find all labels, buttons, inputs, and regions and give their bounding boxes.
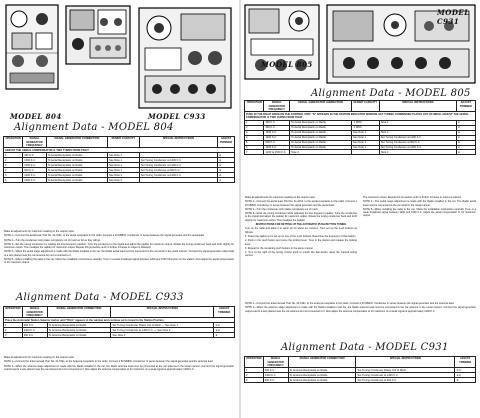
column-header: SPECIAL INSTRUCTIONS [111, 307, 214, 318]
heading-c931: Alignment Data - MODEL C931 [281, 342, 449, 353]
cell: See Note 1 [352, 130, 380, 135]
cell: 1400 K.C. [23, 163, 46, 168]
cell: Set Tuning Condenser at 1400 K.C. [379, 135, 456, 140]
cell: 3 [245, 378, 264, 383]
cell: 1400 K.C. [23, 173, 46, 178]
cell: ④ [456, 145, 475, 150]
column-header: ADJUST TRIMMER [456, 101, 475, 112]
cell: ① [218, 153, 235, 158]
cell: To Aerial Receptacle on Radio [290, 125, 352, 130]
cell: ①② [455, 368, 476, 373]
cell [352, 150, 380, 155]
column-header: SPECIAL INSTRUCTIONS [356, 357, 455, 368]
table-header-row [245, 357, 476, 368]
column-header: SIGNAL GENERATOR CONNECTION [290, 101, 352, 112]
column-header: OPERATION [4, 137, 23, 148]
heading-804: Alignment Data - MODEL 804 [14, 122, 174, 133]
column-header: SIGNAL GENERATOR CONNECTION [288, 357, 356, 368]
table-row [245, 112, 476, 120]
cell: Set Tuning Condenser Plates Out of Mesh — See Note 1 [111, 323, 214, 328]
cell: Note 4 [379, 150, 456, 155]
table-header-row [245, 101, 476, 112]
cell: 2 [4, 328, 23, 333]
note: NOTE 1—Connect the antenna lead, Part No. 41-3191, to the Antenna receptacle in the radio. Connect a 50 MMFD. Condenser in series between the signal generator and the antenna lead. [4, 360, 214, 364]
notes-c931 [245, 302, 476, 314]
cell: 6 [245, 145, 264, 150]
column-header: OPERATION [245, 357, 264, 368]
cell: To Aerial Receptacle on Radio [46, 153, 107, 158]
cell: 3 [245, 130, 264, 135]
cell: See Note 1 [352, 145, 380, 150]
cell: 3 [4, 163, 23, 168]
cell: ② [456, 125, 475, 130]
cell: To Aerial Receptacle on Radio [290, 135, 352, 140]
column-header: ADJUST TRIMMER [214, 307, 235, 318]
notes-805-continued [363, 196, 476, 219]
cell: See Note 1 [352, 135, 380, 140]
cell: 1 [245, 368, 264, 373]
cell: ④ [456, 135, 475, 140]
cell: 4 [245, 135, 264, 140]
table-row [4, 333, 235, 338]
table-header-row [4, 137, 235, 148]
cell: Set Tuning Condenser at 600 K.C. [139, 168, 217, 173]
cell: ⑤ [218, 168, 235, 173]
alignment-table-c931 [244, 356, 476, 383]
column-header: SIGNAL GENERATOR CONNECTION [46, 137, 107, 148]
chassis-diagram-c933 [135, 4, 235, 112]
table-row [245, 378, 476, 383]
cell: Note 2 [379, 130, 456, 135]
note: NOTE 2—Turn the condenser rotor plates completely out of mesh as far as they will go. [4, 238, 101, 242]
cell: See Note 3 [111, 333, 214, 338]
note: NOTE 1—Connect the antenna lead, Part No. 41-3191, to the antenna receptacle in the radio. Connect a 50 MMFD. Condenser in series between the signal generator and the antenna lead. [245, 302, 455, 305]
cell: Set Tuning Condenser at 1400 K.C. [139, 158, 217, 163]
cell: ③ [218, 178, 235, 183]
column-header: SIGNAL GENERATOR FREQUENCY [263, 357, 288, 368]
cell: ③ [456, 130, 475, 135]
note: NOTE 4—When the aerial stage adjustment is made with the Radio installed in the car, the Radio aerial lead must be connected to the car aerial in the usual manner. Connect the signal generator output lead to a wire placed near the car antenna but not connected to it. [4, 250, 234, 257]
cell: To Antenna Receptacle on Radio [288, 378, 356, 383]
cell: ③④ [214, 328, 235, 333]
cell: 460 K.C. [263, 368, 288, 373]
cell: Set Tuning Condenser at 1400 K.C. [139, 163, 217, 168]
note: The maximum output. Repeat this procedure until no further increase in output is noticed. [363, 196, 462, 199]
cell: 1600 K.C. [23, 158, 46, 163]
note: NOTE 3—Rock the tuning condenser while adjusting the low frequency padder. Tune the condenser to the signal and adjust the padder for maximum output. Rotate the tuning condenser back and forth slightly for maximum output. Then readjust the padder. [245, 212, 357, 222]
note: NOTE 3—Set the tuning condenser by rotating the low-frequency position. Tune the condenser to the signal and adjust the padder for maximum output. Rotate the tuning condenser back and forth slightly for maximum output. Then readjust the padder for maximum output. Repeat this procedure until no further increase in output is obtained. [4, 242, 234, 250]
cell: 1400 K.C. [264, 135, 290, 140]
cell: To Antenna Receptacle on Radio [288, 368, 356, 373]
cell: 3 [4, 333, 23, 338]
span-instruction: ADJUST THE AERIAL COMPENSATOR ② TWO TURNS FROM TIGHT [4, 148, 235, 153]
notes-c933 [4, 356, 234, 372]
cell: 2 [245, 373, 264, 378]
cell: Set Tuning Condenser at 600 K.C. [356, 378, 455, 383]
cell: 600 K.C. [264, 140, 290, 145]
cell: Set Tuning Condenser at 600 K.C. [379, 140, 456, 145]
note: NOTE 2—When the antenna stage adjustment is made with the Radio installed in the car, the Radio antenna lead must be connected to the car antenna in the usual manner. Connect the signal generator output lead to a wire placed near the car antenna but not connected to it. Also adjust the antenna compensator ⑥ for maximum on a weak signal at approximately 1400 K.C. [4, 364, 234, 371]
cell: To Aerial Receptacle on Radio [46, 158, 107, 163]
cell: ①② [214, 323, 235, 328]
note: Make all adjustments for maximum reading on the output meter. [4, 230, 75, 233]
cell: To Aerial Receptacle on Radio [46, 178, 107, 183]
column-header: DUMMY CAPACITY [107, 137, 139, 148]
cell: ① [456, 120, 475, 125]
chassis-diagram-804-top [64, 2, 132, 68]
column-header: SIGNAL GENERATOR FREQUENCY [264, 101, 290, 112]
column-header: SPECIAL INSTRUCTIONS [379, 101, 456, 112]
cell: 4 [4, 168, 23, 173]
chassis-diagram-805 [243, 3, 321, 81]
cell: See Note 2 [107, 178, 139, 183]
cell: 600 K.C. [22, 333, 47, 338]
cell: Set Tuning Condenser at 1400 K.C. — See Note 2 [111, 328, 214, 333]
cell: Set Tuning Condenser at 1400 K.C. [139, 173, 217, 178]
cell: ④ [218, 173, 235, 178]
cell: To Aerial Receptacle on Radio [290, 145, 352, 150]
cell: 460 K.C. [264, 125, 290, 130]
cell: ④ [218, 163, 235, 168]
note: NOTE 4—The aerial stage adjustment is made with the Radio installed in the car. The Radio aerial lead must be connected to the car aerial in the usual manner. [363, 200, 476, 207]
cell: 1400 K.C. [23, 178, 46, 183]
note: NOTE 5—When installing the radio in the car, follow the installation instructions carefully. Tune in a weak broadcast signal between 1200 and 1500 Kilocycles on the station. Also adjust the aerial compensator ② for maximum output. [4, 258, 234, 265]
note: 2. Push in the push button and press the locking lever. Tune in the station and release the locking lever. [245, 239, 357, 246]
left-page [0, 0, 239, 418]
cell: Note 3 [290, 150, 352, 155]
column-header: SIGNAL GENERATOR CONNECTION [47, 307, 111, 318]
cell: 600 K.C. [23, 168, 46, 173]
cell: 600 K.C. [263, 378, 288, 383]
cell: 6 [4, 178, 23, 183]
cell: To Antenna Receptacle on Radio [47, 328, 111, 333]
column-header: DUMMY CAPACITY [352, 101, 380, 112]
cell: See Note 1 [107, 153, 139, 158]
alignment-table-805 [244, 100, 476, 155]
cell: 1 [4, 323, 23, 328]
cell: See Note 1 [352, 140, 380, 145]
note: NOTE 1—Connect the aerial lead, Part No. 41-3191, to the aerial receptacle on the radio. Connect a 10 MMFD. Condenser in series between the signal generator and the aerial lead. [245, 200, 357, 207]
table-header-row [4, 307, 235, 318]
alignment-table-804 [3, 136, 235, 183]
model-label-804: MODEL 804 [10, 112, 62, 121]
cell: 1400 K.C. [22, 328, 47, 333]
cell: ⑤ [455, 378, 476, 383]
cell: 1200 to 1500 K.C. [264, 150, 290, 155]
note: 4. Turn to the right of the tuning control knob to unlock the dial before using the manual tuning control. [245, 251, 357, 258]
cell: 5 [245, 140, 264, 145]
cell: 7 [245, 150, 264, 155]
cell: Note 2 [379, 120, 456, 125]
cell: 460 K.C. [23, 153, 46, 158]
notes-805 [245, 196, 357, 259]
cell: ③ [218, 158, 235, 163]
note: Make all adjustments for maximum reading on the output meter. [245, 196, 316, 199]
cell: Set Tuning Condenser at 1400 K.C. [379, 145, 456, 150]
cell: 2 [4, 158, 23, 163]
cell: To Aerial Receptacle on Radio [46, 173, 107, 178]
column-header: ADJUST TRIMMER [218, 137, 235, 148]
cell: 5 [4, 173, 23, 178]
cell: See Note 1 [107, 158, 139, 163]
cell: .1 MFD. [352, 125, 380, 130]
column-header: OPERATION [4, 307, 23, 318]
note: 1. Select the station to be set up on one of the push buttons. Determine the frequency of that station. [245, 234, 357, 238]
cell: 2 [245, 125, 264, 130]
cell: To Aerial Receptacle on Radio [46, 163, 107, 168]
cell: To Antenna Receptacle on Radio [47, 333, 111, 338]
cell [139, 178, 217, 183]
cell: See Note 1 [107, 163, 139, 168]
cell: ⑤ [456, 140, 475, 145]
model-label-c931: MODEL C931 [437, 8, 470, 26]
push-button-instructions-title: INSTRUCTIONS FOR SETTING UP THE AUTOMATIC PUSH-BUTTON TUNING [255, 223, 347, 227]
cell: To Aerial Receptacle on Radio [290, 130, 352, 135]
heading-c933: Alignment Data - MODEL C933 [16, 292, 184, 303]
span-instruction: PUSH IN THE RIGHT KNOB ON THE CONTROL UNIT; "D" APPEARS IN THE STATION INDICATOR WINDOW. SET TUNING CONDENSER PLATES OUT OF MESH. ADJUST THE AERIAL COMPENSATOR ② TWO TURNS FROM TIGHT [245, 112, 476, 120]
column-header: SPECIAL INSTRUCTIONS [139, 137, 217, 148]
alignment-table-c933 [3, 306, 235, 338]
column-header: ADJUST TRIMMER [455, 357, 476, 368]
cell: ③④ [455, 373, 476, 378]
cell: 1400 K.C. [263, 373, 288, 378]
note: 3. Repeat for the remaining push buttons in the same manner. [245, 246, 314, 250]
span-instruction: Press the Automatic Station Selector button until "DIAL" appears in the window and continue set to tuned to the Station Position. [4, 318, 235, 323]
cell: To Aerial Receptacle on Radio [290, 120, 352, 125]
note: Turn on the radio and allow it to warm up for about ten minutes. Then set up the push buttons as follows: [245, 227, 357, 234]
cell: To Aerial Receptacle on Radio [290, 140, 352, 145]
model-label-c933: MODEL C933 [148, 112, 206, 121]
chassis-diagram-804 [4, 3, 60, 91]
cell: 1 [245, 120, 264, 125]
note: NOTE 5—When installing the radio in the car, follow the installation instructions carefully. Tune in a weak broadcast signal between 1200 and 1500 K.C. Adjust the aerial compensator ② for maximum output. [363, 207, 476, 218]
table-row [4, 178, 235, 183]
cell: To Antenna Receptacle on Radio [47, 323, 111, 328]
table-row [245, 150, 476, 155]
cell: Set Tuning Condenser Plates Out of Mesh [356, 368, 455, 373]
note: NOTE 2—Turn the condenser rotor plates completely out of mesh. [245, 207, 319, 211]
right-page [241, 0, 480, 418]
cell: 460 K.C. [22, 323, 47, 328]
cell: 460 K.C. [264, 120, 290, 125]
cell: 1400 K.C. [264, 145, 290, 150]
column-header: SIGNAL GENERATOR FREQUENCY [22, 307, 47, 318]
column-header: OPERATION [245, 101, 264, 112]
cell: To Aerial Receptacle on Radio [46, 168, 107, 173]
column-header: SIGNAL GENERATOR FREQUENCY [23, 137, 46, 148]
cell: 1600 K.C. [264, 130, 290, 135]
heading-805: Alignment Data - MODEL 805 [311, 88, 471, 99]
cell: See Note 1 [107, 168, 139, 173]
cell: 1 [4, 153, 23, 158]
note: Make all adjustments for maximum reading on the output meter. [4, 356, 75, 359]
note: NOTE 2—When the antenna stage adjustment is made with the Radio installed in the car, the Radio antenna lead must be connected to the car antenna in the usual manner. Connect the signal generator output lead to a wire placed near the car antenna but not connected to it. Also adjust the antenna compensator ⑥ for maximum on a weak signal at approximately 1400 K.C. [245, 306, 476, 313]
cell: .1 MFD. [352, 120, 380, 125]
cell: ② [456, 150, 475, 155]
cell: To Antenna Receptacle on Radio [288, 373, 356, 378]
notes-804 [4, 230, 234, 266]
cell: See Note 1 [107, 173, 139, 178]
note: NOTE 1—Connect the aerial lead, Part No. 41-3191, to the aerial receptacle in the radio. Connect a 10 MMFD. Condenser in series between the signal generator and the aerial lead. [4, 234, 205, 238]
model-label-805: MODEL 805 [261, 60, 313, 69]
cell: Set Tuning Condenser at 1400 K.C. [356, 373, 455, 378]
cell: ⑤ [214, 333, 235, 338]
